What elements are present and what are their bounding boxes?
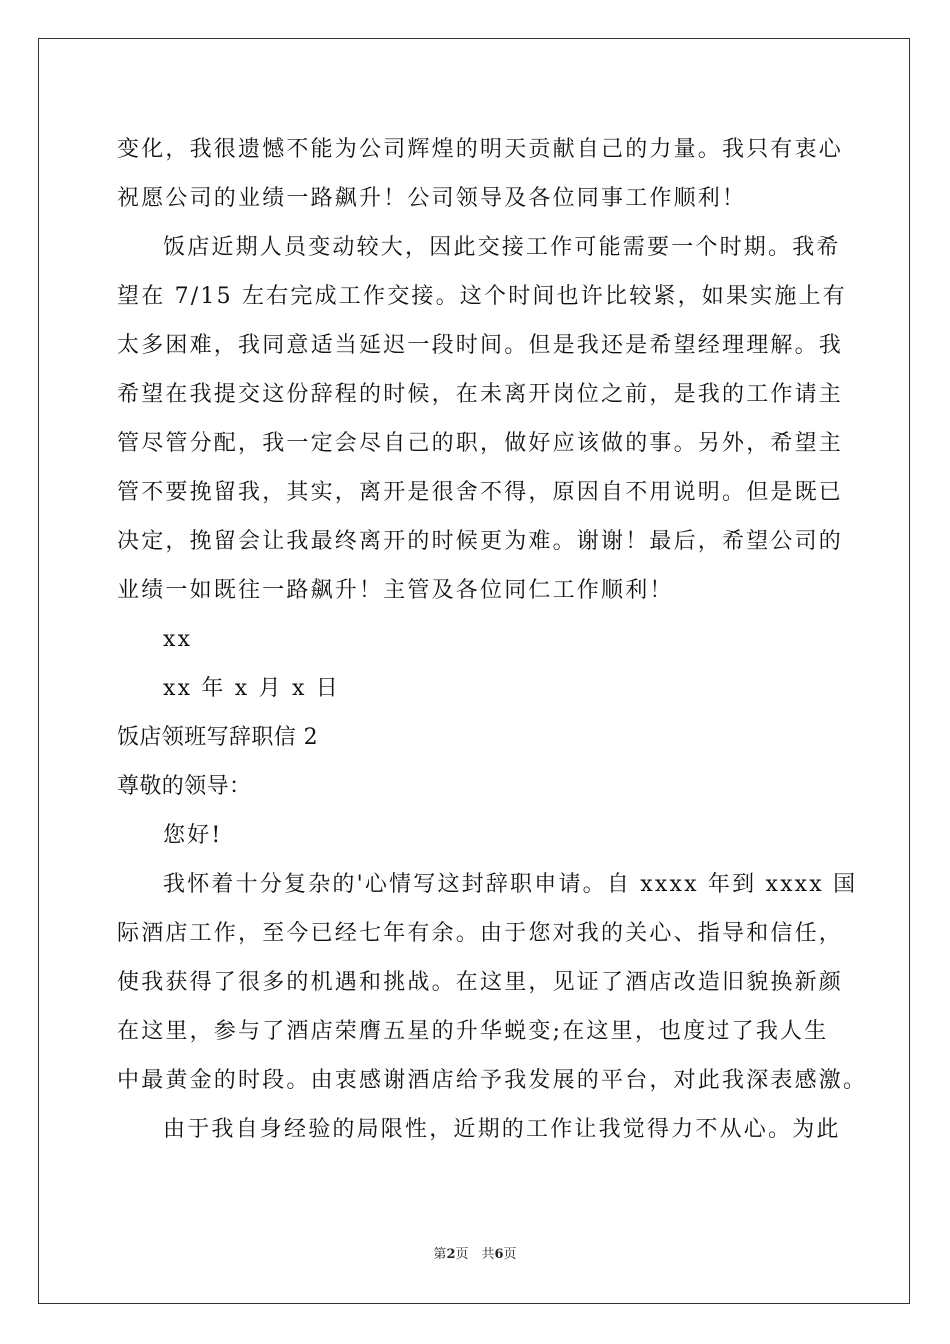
text-line: 希望在我提交这份辞程的时候，在未离开岗位之前，是我的工作请主: [117, 382, 844, 407]
text-line: 太多困难，我同意适当延迟一段时间。但是我还是希望经理理解。我: [117, 333, 844, 358]
text-line: 您好!: [163, 823, 223, 848]
text-line: 望在 7/15 左右完成工作交接。这个时间也许比较紧，如果实施上有: [117, 284, 847, 309]
footer-prefix: 第: [433, 1247, 447, 1262]
text-line: 由于我自身经验的局限性，近期的工作让我觉得力不从心。为此: [163, 1117, 841, 1142]
document-body: [117, 125, 868, 1154]
footer-total-pages: 6: [494, 1247, 504, 1262]
text-line: 中最黄金的时段。由衷感谢酒店给予我发展的平台，对此我深表感激。: [117, 1068, 868, 1093]
page-footer: [0, 1246, 950, 1264]
text-line: 在这里，参与了酒店荣膺五星的升华蜕变;在这里，也度过了我人生: [117, 1019, 829, 1044]
text-line: xx: [163, 627, 193, 652]
text-line: 尊敬的领导：: [117, 774, 252, 799]
text-line: 使我获得了很多的机遇和挑战。在这里，见证了酒店改造旧貌换新颜: [117, 970, 844, 995]
text-line: 饭店近期人员变动较大，因此交接工作可能需要一个时期。我希: [163, 235, 841, 260]
text-line: 际酒店工作，至今已经七年有余。由于您对我的关心、指导和信任，: [117, 921, 844, 946]
footer-suffix: 页: [503, 1247, 517, 1262]
text-line: 业绩一如既往一路飙升！主管及各位同仁工作顺利！: [117, 578, 674, 603]
footer-current-page: 2: [446, 1247, 456, 1262]
text-line: 祝愿公司的业绩一路飙升！公司领导及各位同事工作顺利！: [117, 186, 747, 211]
footer-mid: 页 共: [455, 1247, 495, 1262]
text-line: 我怀着十分复杂的'心情写这封辞职申请。自 xxxx 年到 xxxx 国: [163, 872, 858, 897]
text-line: 管不要挽留我，其实，离开是很舍不得，原因自不用说明。但是既已: [117, 480, 844, 505]
text-line: 变化，我很遗憾不能为公司辉煌的明天贡献自己的力量。我只有衷心: [117, 137, 844, 162]
text-line: 管尽管分配，我一定会尽自己的职，做好应该做的事。另外，希望主: [117, 431, 844, 456]
text-line: xx 年 x 月 x 日: [163, 676, 340, 701]
text-line: 决定，挽留会让我最终离开的时候更为难。谢谢！最后，希望公司的: [117, 529, 844, 554]
text-line: 饭店领班写辞职信 2: [117, 725, 318, 750]
